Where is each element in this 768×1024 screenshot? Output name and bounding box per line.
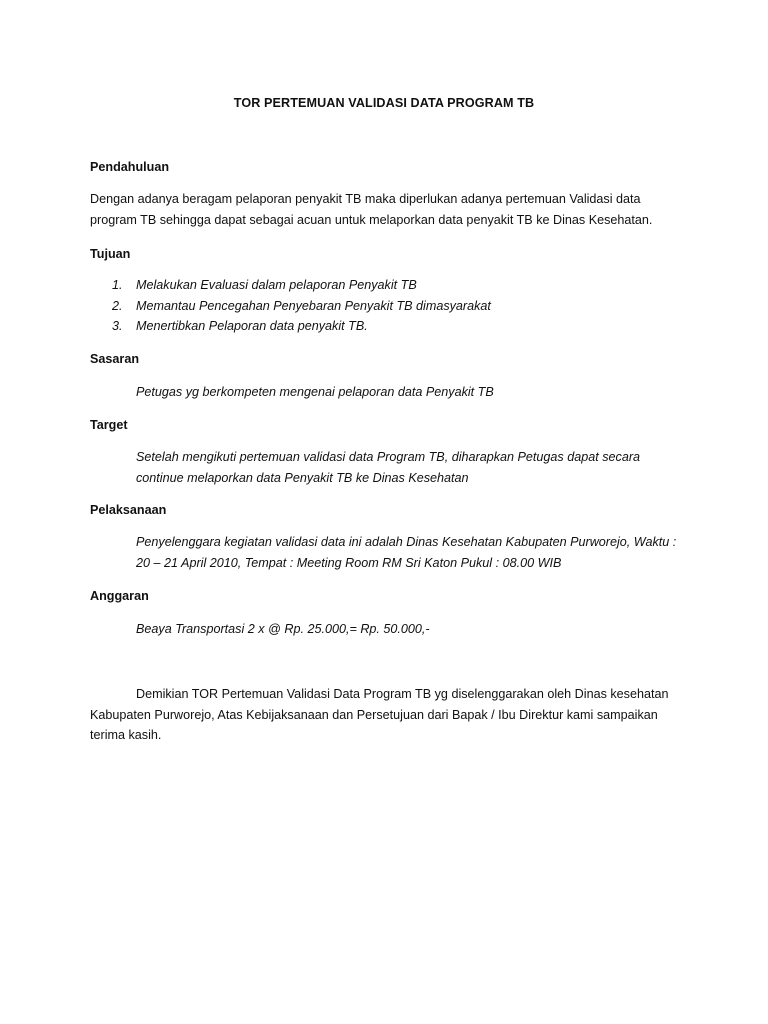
- pendahuluan-line: Dengan adanya beragam pelaporan penyakit TB maka diperlukan adanya pertemuan Validasi data: [90, 192, 641, 206]
- list-item-text: Melakukan Evaluasi dalam pelaporan Penyakit TB: [136, 278, 417, 292]
- closing-line: Kabupaten Purworejo, Atas Kebijaksanaan dan Persetujuan dari Bapak / Ibu Direktur kami sampaikan: [90, 707, 658, 722]
- target-line: continue melaporkan data Penyakit TB ke Dinas Kesehatan: [136, 470, 469, 485]
- list-item-number: 1.: [112, 278, 123, 292]
- list-item-text: Menertibkan Pelaporan data penyakit TB.: [136, 319, 368, 333]
- list-item-number: 3.: [112, 319, 123, 333]
- target-line: Setelah mengikuti pertemuan validasi data Program TB, diharapkan Petugas dapat secara: [136, 450, 641, 464]
- pelaksanaan-paragraph: [136, 532, 696, 573]
- heading-anggaran: Anggaran: [90, 589, 149, 603]
- heading-tujuan: Tujuan: [90, 247, 131, 261]
- list-item-text: Memantau Pencegahan Penyebaran Penyakit TB dimasyarakat: [136, 298, 491, 313]
- closing-paragraph: [90, 684, 690, 746]
- list-item: [112, 316, 491, 337]
- document-title: TOR PERTEMUAN VALIDASI DATA PROGRAM TB: [233, 96, 535, 110]
- tujuan-list: [112, 275, 491, 337]
- pelaksanaan-line: 20 – 21 April 2010, Tempat : Meeting Room RM Sri Katon Pukul : 08.00 WIB: [136, 555, 562, 570]
- pelaksanaan-line: Penyelenggara kegiatan validasi data ini adalah Dinas Kesehatan Kabupaten Purworejo, Waktu :: [136, 535, 677, 549]
- pendahuluan-paragraph: [90, 189, 690, 230]
- heading-target: Target: [90, 418, 128, 432]
- target-paragraph: [136, 447, 696, 488]
- list-item: [112, 296, 491, 317]
- list-item: [112, 275, 491, 296]
- pendahuluan-line: program TB sehingga dapat sebagai acuan untuk melaporkan data penyakit TB ke Dinas Kesehatan.: [90, 212, 653, 227]
- heading-pendahuluan: Pendahuluan: [90, 160, 170, 174]
- heading-sasaran: Sasaran: [90, 352, 140, 366]
- closing-line: terima kasih.: [90, 728, 162, 742]
- closing-line: Demikian TOR Pertemuan Validasi Data Program TB yg diselenggarakan oleh Dinas kesehatan: [136, 687, 669, 701]
- sasaran-text: Petugas yg berkompeten mengenai pelaporan data Penyakit TB: [136, 385, 494, 399]
- anggaran-text: Beaya Transportasi 2 x @ Rp. 25.000,= Rp. 50.000,-: [136, 622, 430, 636]
- heading-pelaksanaan: Pelaksanaan: [90, 503, 167, 517]
- list-item-number: 2.: [112, 298, 123, 313]
